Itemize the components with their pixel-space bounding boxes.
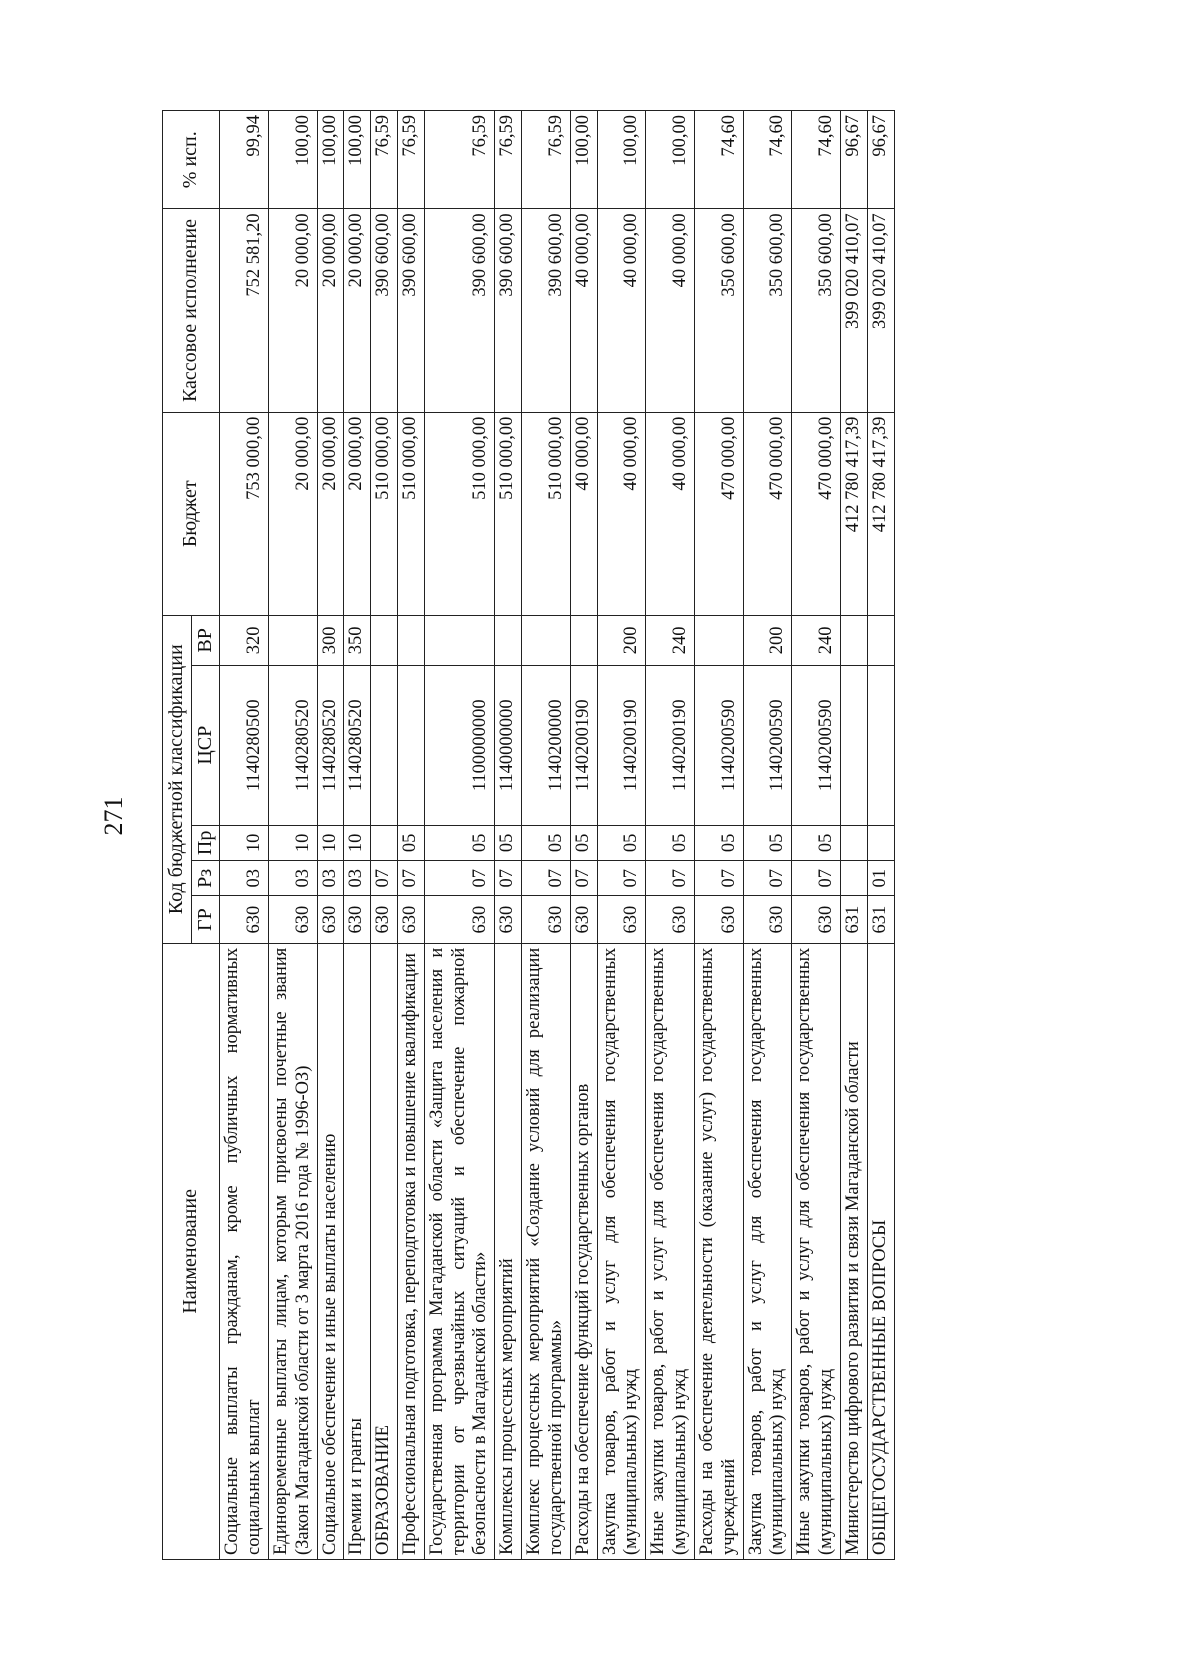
row-cash-cell: 20 000,00 [344, 209, 371, 412]
row-csr-cell: 1140200590 [743, 665, 792, 825]
row-csr-cell: 1140280520 [317, 665, 344, 825]
row-rz-cell: 07 [570, 861, 597, 896]
row-cash-cell: 390 600,00 [495, 209, 522, 412]
row-rz-cell: 01 [867, 861, 894, 896]
row-name-cell: Социальные выплаты гражданам, кроме публичных нормативных социальных выплат [220, 943, 269, 1559]
row-name-cell: Социальное обеспечение и иные выплаты населению [317, 943, 344, 1559]
row-cash-cell: 40 000,00 [646, 209, 695, 412]
row-rz-cell: 07 [646, 861, 695, 896]
row-csr-cell: 1100000000 [424, 665, 494, 825]
row-pr-cell: 05 [424, 825, 494, 860]
row-rz-cell: 07 [397, 861, 424, 896]
row-percent-cell: 74,60 [792, 111, 841, 209]
row-csr-cell: 1140280520 [344, 665, 371, 825]
row-gr-cell: 630 [570, 896, 597, 943]
row-gr-cell: 630 [792, 896, 841, 943]
header-percent: % исп. [163, 111, 220, 209]
row-budget-cell: 753 000,00 [220, 412, 269, 615]
row-name-cell: Закупка товаров, работ и услуг для обеспечения государственных (муниципальных) нужд [743, 943, 792, 1559]
row-csr-cell [867, 665, 894, 825]
row-budget-cell: 412 780 417,39 [867, 412, 894, 615]
table-row [317, 111, 344, 1560]
table-row [694, 111, 743, 1560]
row-rz-cell: 07 [371, 861, 398, 896]
row-vr-cell: 320 [220, 615, 269, 665]
row-gr-cell: 630 [495, 896, 522, 943]
row-cash-cell: 350 600,00 [792, 209, 841, 412]
budget-table [162, 110, 895, 1560]
row-cash-cell: 399 020 410,07 [867, 209, 894, 412]
row-percent-cell: 100,00 [570, 111, 597, 209]
row-budget-cell: 470 000,00 [792, 412, 841, 615]
table-row [840, 111, 867, 1560]
row-vr-cell: 200 [743, 615, 792, 665]
row-percent-cell: 74,60 [694, 111, 743, 209]
row-name-cell: Премии и гранты [344, 943, 371, 1559]
row-gr-cell: 630 [424, 896, 494, 943]
row-budget-cell: 40 000,00 [597, 412, 646, 615]
row-name-cell: Закупка товаров, работ и услуг для обеспечения государственных (муниципальных) нужд [597, 943, 646, 1559]
row-pr-cell: 05 [495, 825, 522, 860]
table-row [597, 111, 646, 1560]
row-gr-cell: 630 [268, 896, 317, 943]
row-cash-cell: 40 000,00 [570, 209, 597, 412]
row-percent-cell: 100,00 [597, 111, 646, 209]
row-gr-cell: 630 [597, 896, 646, 943]
row-percent-cell: 76,59 [522, 111, 571, 209]
row-budget-cell: 510 000,00 [495, 412, 522, 615]
row-budget-cell: 412 780 417,39 [840, 412, 867, 615]
row-gr-cell: 630 [344, 896, 371, 943]
header-budget: Бюджет [163, 412, 220, 615]
row-gr-cell: 630 [371, 896, 398, 943]
row-gr-cell: 631 [867, 896, 894, 943]
row-pr-cell: 05 [397, 825, 424, 860]
rotated-page-content [162, 110, 1082, 1560]
header-code-group: Код бюджетной классификации [163, 615, 192, 943]
row-rz-cell: 07 [694, 861, 743, 896]
row-name-cell: Расходы на обеспечение функций государственных органов [570, 943, 597, 1559]
row-rz-cell: 07 [495, 861, 522, 896]
header-vr: ВР [191, 615, 220, 665]
table-row [220, 111, 269, 1560]
row-rz-cell [840, 861, 867, 896]
row-csr-cell [840, 665, 867, 825]
row-vr-cell: 300 [317, 615, 344, 665]
row-rz-cell: 07 [743, 861, 792, 896]
row-gr-cell: 630 [397, 896, 424, 943]
row-pr-cell: 05 [570, 825, 597, 860]
row-cash-cell: 390 600,00 [424, 209, 494, 412]
row-budget-cell: 510 000,00 [424, 412, 494, 615]
row-csr-cell: 1140200190 [597, 665, 646, 825]
row-pr-cell [371, 825, 398, 860]
row-vr-cell [397, 615, 424, 665]
row-gr-cell: 630 [220, 896, 269, 943]
row-pr-cell: 10 [317, 825, 344, 860]
row-vr-cell [570, 615, 597, 665]
row-gr-cell: 630 [646, 896, 695, 943]
row-gr-cell: 630 [317, 896, 344, 943]
row-budget-cell: 40 000,00 [570, 412, 597, 615]
table-row [743, 111, 792, 1560]
row-pr-cell: 05 [792, 825, 841, 860]
row-pr-cell: 05 [646, 825, 695, 860]
row-csr-cell: 1140200590 [792, 665, 841, 825]
row-rz-cell: 07 [792, 861, 841, 896]
row-name-cell: Комплексы процессных мероприятий [495, 943, 522, 1559]
page-number: 271 [99, 796, 128, 836]
row-name-cell: Министерство цифрового развития и связи Магаданской области [840, 943, 867, 1559]
row-vr-cell: 240 [792, 615, 841, 665]
row-pr-cell: 05 [597, 825, 646, 860]
table-row [867, 111, 894, 1560]
row-rz-cell: 07 [424, 861, 494, 896]
row-vr-cell [522, 615, 571, 665]
row-pr-cell [867, 825, 894, 860]
row-percent-cell: 74,60 [743, 111, 792, 209]
header-cash: Кассовое исполнение [163, 209, 220, 412]
row-csr-cell: 1140280520 [268, 665, 317, 825]
row-pr-cell: 05 [522, 825, 571, 860]
table-row [371, 111, 398, 1560]
row-gr-cell: 630 [694, 896, 743, 943]
table-row [522, 111, 571, 1560]
row-vr-cell [424, 615, 494, 665]
table-row [268, 111, 317, 1560]
table-row [397, 111, 424, 1560]
row-vr-cell: 200 [597, 615, 646, 665]
row-cash-cell: 390 600,00 [371, 209, 398, 412]
row-budget-cell: 20 000,00 [317, 412, 344, 615]
header-csr: ЦСР [191, 665, 220, 825]
row-cash-cell: 20 000,00 [268, 209, 317, 412]
row-cash-cell: 40 000,00 [597, 209, 646, 412]
row-name-cell: Иные закупки товаров, работ и услуг для обеспечения государственных (муниципальных) нужд [646, 943, 695, 1559]
row-csr-cell: 1140200590 [694, 665, 743, 825]
row-csr-cell: 1140280500 [220, 665, 269, 825]
row-percent-cell: 76,59 [495, 111, 522, 209]
table-row [792, 111, 841, 1560]
table-row [495, 111, 522, 1560]
row-rz-cell: 07 [522, 861, 571, 896]
row-csr-cell: 1140200190 [646, 665, 695, 825]
row-cash-cell: 390 600,00 [397, 209, 424, 412]
row-name-cell: Комплекс процессных мероприятий «Создание условий для реализации государственной программы» [522, 943, 571, 1559]
row-pr-cell: 05 [694, 825, 743, 860]
table-row [344, 111, 371, 1560]
row-budget-cell: 20 000,00 [268, 412, 317, 615]
row-vr-cell [867, 615, 894, 665]
row-name-cell: Государственная программа Магаданской области «Защита населения и территории от чрезвычайных ситуаций и обеспечение пожарной безопасности в Магаданской области» [424, 943, 494, 1559]
row-csr-cell [371, 665, 398, 825]
row-vr-cell [694, 615, 743, 665]
row-name-cell: Единовременные выплаты лицам, которым присвоены почетные звания (Закон Магаданской области от 3 марта 2016 года № 1996-ОЗ) [268, 943, 317, 1559]
row-csr-cell [397, 665, 424, 825]
row-budget-cell: 40 000,00 [646, 412, 695, 615]
row-budget-cell: 510 000,00 [371, 412, 398, 615]
row-budget-cell: 20 000,00 [344, 412, 371, 615]
row-rz-cell: 03 [268, 861, 317, 896]
table-body [220, 111, 894, 1560]
row-gr-cell: 631 [840, 896, 867, 943]
row-cash-cell: 350 600,00 [743, 209, 792, 412]
row-percent-cell: 99,94 [220, 111, 269, 209]
row-budget-cell: 510 000,00 [397, 412, 424, 615]
row-percent-cell: 100,00 [317, 111, 344, 209]
header-gr: ГР [191, 896, 220, 943]
row-cash-cell: 390 600,00 [522, 209, 571, 412]
row-vr-cell [371, 615, 398, 665]
row-vr-cell [840, 615, 867, 665]
row-pr-cell [840, 825, 867, 860]
row-budget-cell: 470 000,00 [743, 412, 792, 615]
table-row [570, 111, 597, 1560]
row-vr-cell [495, 615, 522, 665]
row-name-cell: ОБЩЕГОСУДАРСТВЕННЫЕ ВОПРОСЫ [867, 943, 894, 1559]
row-budget-cell: 470 000,00 [694, 412, 743, 615]
row-csr-cell: 1140200000 [522, 665, 571, 825]
row-name-cell: ОБРАЗОВАНИЕ [371, 943, 398, 1559]
row-percent-cell: 76,59 [424, 111, 494, 209]
row-cash-cell: 20 000,00 [317, 209, 344, 412]
row-percent-cell: 96,67 [840, 111, 867, 209]
header-rz: Рз [191, 861, 220, 896]
row-name-cell: Профессиональная подготовка, переподготовка и повышение квалификации [397, 943, 424, 1559]
header-pr: Пр [191, 825, 220, 860]
row-vr-cell: 240 [646, 615, 695, 665]
row-cash-cell: 752 581,20 [220, 209, 269, 412]
row-gr-cell: 630 [743, 896, 792, 943]
header-name: Наименование [163, 943, 220, 1559]
table-row [424, 111, 494, 1560]
row-vr-cell [268, 615, 317, 665]
row-percent-cell: 100,00 [268, 111, 317, 209]
row-csr-cell: 1140200190 [570, 665, 597, 825]
table-header [163, 111, 220, 1560]
row-budget-cell: 510 000,00 [522, 412, 571, 615]
row-percent-cell: 76,59 [371, 111, 398, 209]
row-cash-cell: 350 600,00 [694, 209, 743, 412]
row-rz-cell: 03 [344, 861, 371, 896]
row-csr-cell: 1140000000 [495, 665, 522, 825]
row-gr-cell: 630 [522, 896, 571, 943]
row-percent-cell: 76,59 [397, 111, 424, 209]
row-vr-cell: 350 [344, 615, 371, 665]
row-cash-cell: 399 020 410,07 [840, 209, 867, 412]
row-name-cell: Иные закупки товаров, работ и услуг для обеспечения государственных (муниципальных) нужд [792, 943, 841, 1559]
row-pr-cell: 10 [344, 825, 371, 860]
table-row [646, 111, 695, 1560]
row-pr-cell: 05 [743, 825, 792, 860]
row-percent-cell: 100,00 [344, 111, 371, 209]
row-percent-cell: 100,00 [646, 111, 695, 209]
row-pr-cell: 10 [268, 825, 317, 860]
row-percent-cell: 96,67 [867, 111, 894, 209]
row-name-cell: Расходы на обеспечение деятельности (оказание услуг) государственных учреждений [694, 943, 743, 1559]
row-rz-cell: 07 [597, 861, 646, 896]
row-rz-cell: 03 [220, 861, 269, 896]
row-pr-cell: 10 [220, 825, 269, 860]
row-rz-cell: 03 [317, 861, 344, 896]
